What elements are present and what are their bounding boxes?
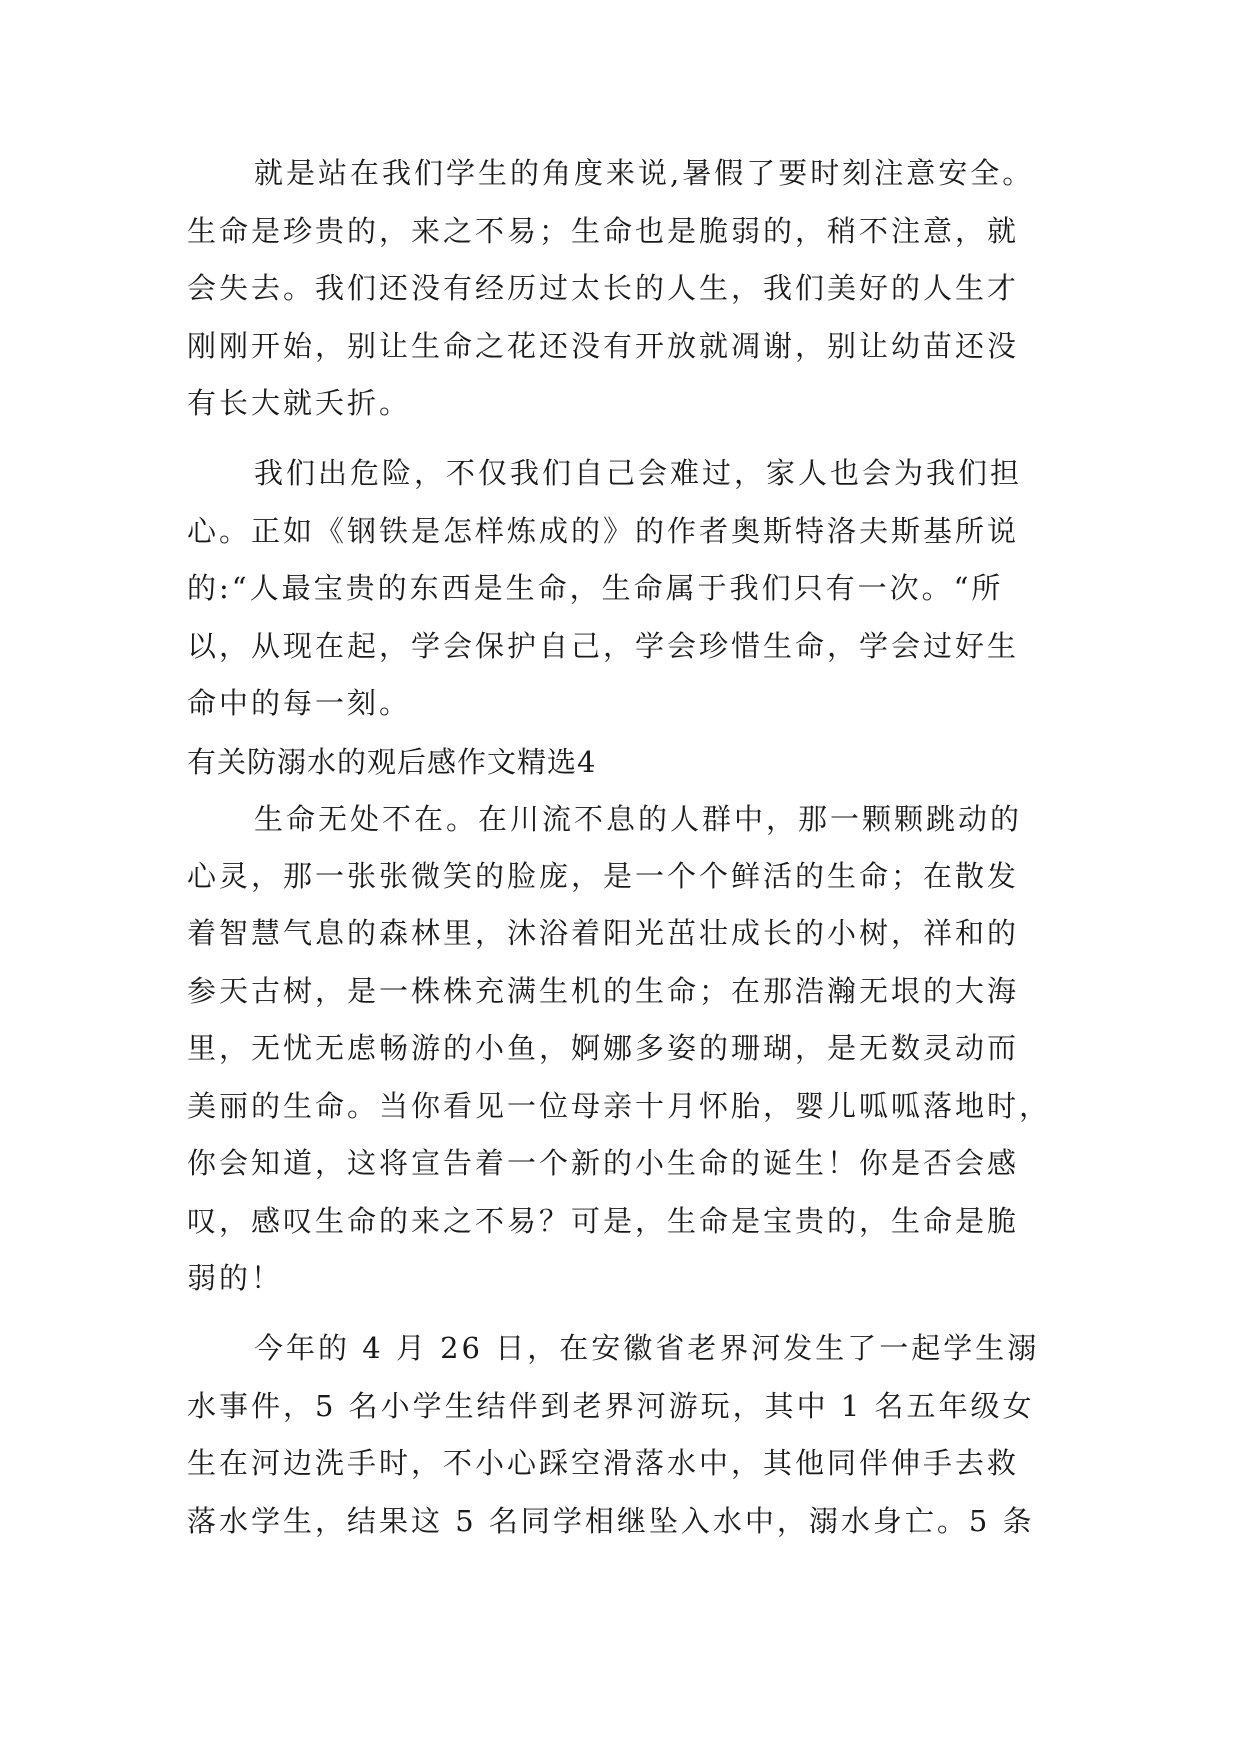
paragraph-line: 命中的每一刻。 xyxy=(187,686,412,720)
paragraph-line: 着智慧气息的森林里，沐浴着阳光茁壮成长的小树，祥和的 xyxy=(187,916,1020,950)
paragraph-line: 就是站在我们学生的角度来说,暑假了要时刻注意安全。 xyxy=(254,156,1035,190)
paragraph-line: 美丽的生命。当你看见一位母亲十月怀胎，婴儿呱呱落地时， xyxy=(187,1089,1052,1123)
paragraph-line: 今年的 4 月 26 日，在安徽省老界河发生了一起学生溺 xyxy=(254,1331,1040,1365)
paragraph-line: 刚刚开始，别让生命之花还没有开放就凋谢，别让幼苗还没 xyxy=(187,329,1020,363)
paragraph-line: 你会知道，这将宣告着一个新的小生命的诞生！你是否会感 xyxy=(187,1146,1020,1180)
paragraph-line: 生命是珍贵的，来之不易；生命也是脆弱的，稍不注意，就 xyxy=(187,214,1020,248)
paragraph-line: 叹，感叹生命的来之不易？可是，生命是宝贵的，生命是脆 xyxy=(187,1204,1020,1238)
paragraph-line: 心。正如《钢铁是怎样炼成的》的作者奥斯特洛夫斯基所说 xyxy=(187,514,1020,548)
paragraph-line: 心灵，那一张张微笑的脸庞，是一个个鲜活的生命；在散发 xyxy=(187,859,1020,893)
paragraph-line: 有长大就夭折。 xyxy=(187,386,412,420)
paragraph-line: 的:“人最宝贵的东西是生命，生命属于我们只有一次。“所 xyxy=(187,571,1004,605)
paragraph-line: 水事件，5 名小学生结伴到老界河游玩，其中 1 名五年级女 xyxy=(187,1389,1035,1423)
section-heading: 有关防溺水的观后感作文精选4 xyxy=(187,745,597,779)
paragraph-line: 参天古树，是一株株充满生机的生命；在那浩瀚无垠的大海 xyxy=(187,974,1020,1008)
paragraph-line: 会失去。我们还没有经历过太长的人生，我们美好的人生才 xyxy=(187,271,1020,305)
paragraph-line: 生命无处不在。在川流不息的人群中，那一颗颗跳动的 xyxy=(254,802,1023,836)
paragraph-line: 里，无忧无虑畅游的小鱼，婀娜多姿的珊瑚，是无数灵动而 xyxy=(187,1031,1020,1065)
paragraph-line: 生在河边洗手时，不小心踩空滑落水中，其他同伴伸手去救 xyxy=(187,1446,1020,1480)
paragraph-line: 我们出危险，不仅我们自己会难过，家人也会为我们担 xyxy=(254,456,1023,490)
paragraph-line: 以，从现在起，学会保护自己，学会珍惜生命，学会过好生 xyxy=(187,629,1020,663)
paragraph-line: 落水学生，结果这 5 名同学相继坠入水中，溺水身亡。5 条 xyxy=(187,1504,1035,1538)
paragraph-line: 弱的！ xyxy=(187,1261,284,1295)
